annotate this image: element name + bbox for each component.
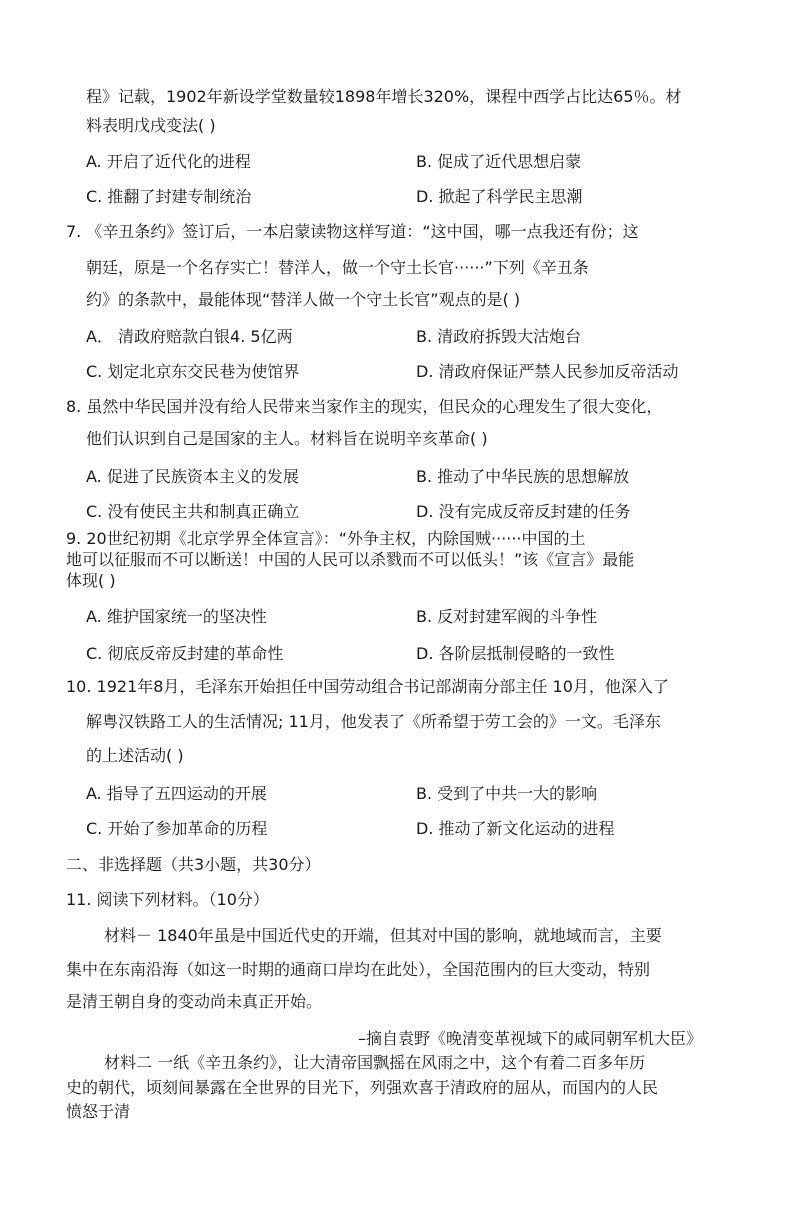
q6-option-b[interactable]: B. 促成了近代思想启蒙 xyxy=(416,152,582,171)
q7-option-b[interactable]: B. 清政府拆毁大沽炮台 xyxy=(416,327,582,346)
q9-option-a[interactable]: A. 维护国家统一的坚决性 xyxy=(86,607,267,626)
q8-option-b[interactable]: B. 推动了中华民族的思想解放 xyxy=(416,467,630,486)
q11-material-1-line-3: 是清王朝自身的变动尚未真正开始。 xyxy=(66,992,323,1011)
q7-option-c[interactable]: C. 划定北京东交民巷为使馆界 xyxy=(86,362,300,381)
q8-stem-line-1: 8. 虽然中华民国并没有给人民带来当家作主的现实，但民众的心理发生了很大变化， xyxy=(66,397,663,416)
q9-stem-line-3: 体现( ) xyxy=(66,571,116,590)
q10-stem-line-2: 解粤汉铁路工人的生活情况; 11月，他发表了《所希望于劳工会的》一文。毛泽东 xyxy=(86,712,661,731)
q11-material-1-line-2: 集中在东南沿海（如这一时期的通商口岸均在此处），全国范围内的巨大变动，特别 xyxy=(66,960,651,979)
q6-option-a[interactable]: A. 开启了近代化的进程 xyxy=(86,152,251,171)
q10-option-d[interactable]: D. 推动了新文化运动的进程 xyxy=(416,819,615,838)
section-2-heading: 二、非选择题（共3小题，共30分） xyxy=(66,855,321,874)
q8-option-d[interactable]: D. 没有完成反帝反封建的任务 xyxy=(416,502,631,521)
q7-stem-line-2: 朝廷，原是一个名存实亡！替洋人，做一个守土长官······”下列《辛丑条 xyxy=(86,258,589,277)
q9-option-d[interactable]: D. 各阶层抵制侵略的一致性 xyxy=(416,644,615,663)
q9-stem-line-1: 9. 20世纪初期《北京学界全体宣言》：“外争主权，内除国贼······中国的土 xyxy=(66,529,586,548)
q8-stem-line-2: 他们认识到自己是国家的主人。材料旨在说明辛亥革命( ) xyxy=(86,429,488,448)
q11-material-1-line-1: 材料－ 1840年虽是中国近代史的开端，但其对中国的影响，就地域而言，主要 xyxy=(104,926,662,945)
q11-material-2-line-3: 愤怒于清 xyxy=(66,1102,131,1121)
q6-option-c[interactable]: C. 推翻了封建专制统治 xyxy=(86,187,252,206)
q10-stem-line-1: 10. 1921年8月，毛泽东开始担任中国劳动组合书记部湖南分部主任 10月，他深入了 xyxy=(66,677,669,696)
q10-option-a[interactable]: A. 指导了五四运动的开展 xyxy=(86,784,267,803)
q6-stem-line-1: 程》记载，1902年新设学堂数量较1898年增长320%，课程中西学占比达65％。材 xyxy=(86,87,682,106)
q11-material-2-line-2: 史的朝代，顷刻间暴露在全世界的目光下，列强欢喜于清政府的屈从，而国内的人民 xyxy=(66,1078,659,1097)
q8-option-c[interactable]: C. 没有使民主共和制真正确立 xyxy=(86,502,300,521)
q9-option-c[interactable]: C. 彻底反帝反封建的革命性 xyxy=(86,644,284,663)
q11-material-2-line-1: 材料二 一纸《辛丑条约》，让大清帝国飘摇在风雨之中，这个有着二百多年历 xyxy=(104,1053,646,1072)
q9-stem-line-2: 地可以征服而不可以断送！中国的人民可以杀戮而不可以低头！”该《宣言》最能 xyxy=(66,550,635,569)
q7-stem-line-3: 约》的条款中，最能体现“替洋人做一个守土长官”观点的是( ) xyxy=(86,290,521,309)
q7-option-d[interactable]: D. 清政府保证严禁人民参加反帝活动 xyxy=(416,362,679,381)
q10-stem-line-3: 的上述活动( ) xyxy=(86,746,184,765)
q11-title: 11. 阅读下列材料。（10分） xyxy=(66,890,269,909)
q6-option-d[interactable]: D. 掀起了科学民主思潮 xyxy=(416,187,583,206)
q7-stem-line-1: 7. 《辛丑条约》签订后，一本启蒙读物这样写道：“这中国，哪一点我还有份；这 xyxy=(66,222,639,241)
q8-option-a[interactable]: A. 促进了民族资本主义的发展 xyxy=(86,467,299,486)
q9-option-b[interactable]: B. 反对封建军阀的斗争性 xyxy=(416,607,598,626)
q6-stem-line-2: 料表明戊戌变法( ) xyxy=(86,116,216,135)
q7-option-a[interactable]: A． 清政府赔款白银4. 5亿两 xyxy=(86,327,293,346)
q10-option-c[interactable]: C. 开始了参加革命的历程 xyxy=(86,819,268,838)
q11-material-1-source: –摘自袁野《晚清变革视域下的咸同朝军机大臣》 xyxy=(358,1029,703,1048)
q10-option-b[interactable]: B. 受到了中共一大的影响 xyxy=(416,784,598,803)
